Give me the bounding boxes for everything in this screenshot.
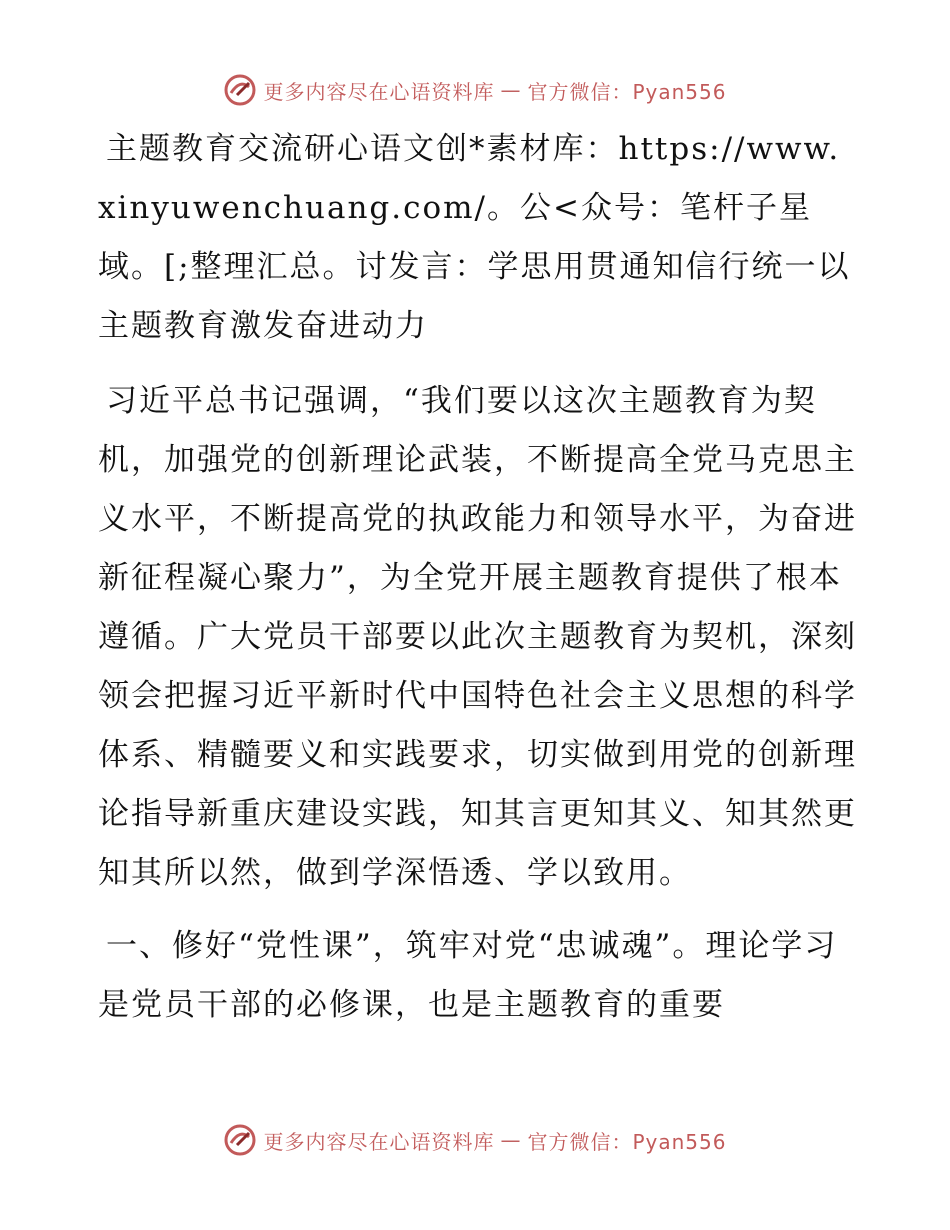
document-paragraph-section-one: 一、修好“党性课”，筑牢对党“忠诚魂”。理论学习是党员干部的必修课，也是主题教育的重要	[98, 928, 838, 1023]
document-body	[98, 120, 858, 1035]
footer-watermark	[0, 1120, 950, 1160]
watermark-wechat-text: 官方微信：Pyan556	[527, 1129, 727, 1154]
brand-logo-icon	[223, 1123, 257, 1157]
header-watermark	[0, 70, 950, 110]
brand-logo-icon	[223, 73, 257, 107]
watermark-brand-text: 更多内容尽在心语资料库	[263, 1129, 495, 1154]
watermark-wechat-text: 官方微信：Pyan556	[527, 79, 727, 104]
watermark-brand-text: 更多内容尽在心语资料库	[263, 79, 495, 104]
document-paragraph-title: 主题教育交流研心语文创*素材库：https://www.xinyuwenchuang.com/。公<众号：笔杆子星域。[;整理汇总。讨发言：学思用贯通知信行统一以主题教育激发奋进动力	[98, 131, 851, 344]
document-paragraph-intro: 习近平总书记强调，“我们要以这次主题教育为契机，加强党的创新理论武装，不断提高全党马克思主义水平，不断提高党的执政能力和领导水平，为奋进新征程凝心聚力”，为全党开展主题教育提供了根本遵循。广大党员干部要以此次主题教育为契机，深刻领会把握习近平新时代中国特色社会主义思想的科学体系、精髓要义和实践要求，切实做到用党的创新理论指导新重庆建设实践，知其言更知其义、知其然更知其所以然，做到学深悟透、学以致用。	[98, 383, 857, 891]
watermark-separator: —	[500, 1128, 522, 1152]
watermark-separator: —	[500, 78, 522, 102]
